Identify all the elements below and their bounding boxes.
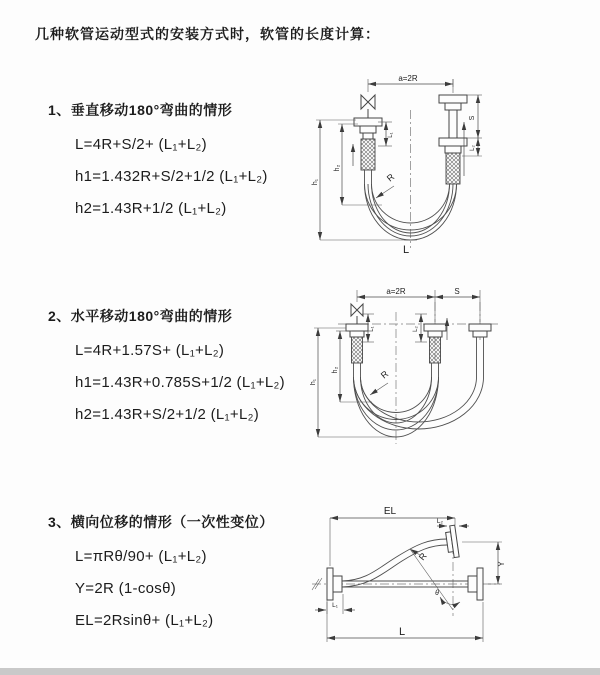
span-label: a=2R — [398, 74, 418, 83]
h2-label: h₂ — [332, 366, 339, 374]
h1-label: h₁ — [312, 178, 319, 186]
section-lateral-displacement — [48, 512, 274, 637]
l2-label: L₂ — [436, 518, 443, 525]
dimension-el — [330, 506, 455, 566]
s-curve-hose-displaced — [342, 539, 447, 587]
scan-edge-strip — [0, 668, 600, 675]
formula-el: EL=2Rsinθ+ (L₁+L₂) — [75, 612, 214, 629]
section-horizontal-movement — [48, 306, 285, 431]
section-3-heading: 3、横向位移的情形（一次性变位） — [48, 514, 274, 530]
theta-label: θ — [435, 590, 439, 597]
dimension-s — [435, 287, 480, 297]
dimension-l2 — [437, 518, 469, 526]
diagram-lateral-displacement — [310, 498, 600, 663]
length-label: L — [398, 626, 406, 638]
l2-label: L₂ — [470, 145, 476, 151]
dimension-a-2r — [368, 74, 453, 92]
middle-fitting — [424, 324, 446, 363]
diagram-vertical-180-bend — [310, 72, 600, 262]
y-label: Y — [497, 561, 506, 567]
formula-l: L=4R+S/2+ (L₁+L₂) — [75, 136, 207, 153]
right-fitting — [439, 79, 467, 184]
radius-label: R — [384, 171, 397, 184]
formula-y: Y=2R (1-cosθ) — [75, 580, 177, 597]
formula-h2: h2=1.43R+1/2 (L₁+L₂) — [75, 200, 227, 217]
length-label: L — [403, 244, 410, 256]
left-fitting — [354, 118, 382, 170]
centerlines — [312, 528, 500, 616]
s-label: S — [469, 115, 476, 121]
hose-u-bend-displaced — [354, 337, 484, 429]
l1-label: L₁ — [388, 132, 394, 138]
dimension-l2 — [470, 138, 478, 156]
formula-h2: h2=1.43R+S/2+1/2 (L₁+L₂) — [75, 406, 260, 423]
radius-callout — [376, 171, 397, 198]
theta-construction — [410, 549, 460, 610]
h2-label: h₂ — [334, 164, 341, 172]
right-flange — [468, 568, 483, 600]
dimension-a-2r — [357, 287, 480, 322]
section-1-formulas — [75, 129, 268, 225]
l2-label: L₂ — [413, 326, 419, 332]
formula-h1: h1=1.43R+0.785S+1/2 (L₁+L₂) — [75, 374, 285, 391]
formula-l: L=πRθ/90+ (L₁+L₂) — [75, 548, 207, 565]
el-label: EL — [383, 506, 397, 517]
section-1-heading: 1、垂直移动180°弯曲的情形 — [48, 102, 233, 118]
section-2-formulas — [75, 335, 285, 431]
formula-h1: h1=1.432R+S/2+1/2 (L₁+L₂) — [75, 168, 268, 185]
section-vertical-movement — [48, 100, 268, 225]
radius-label: R — [416, 550, 429, 563]
radius-callout — [370, 368, 391, 395]
span-label: a=2R — [386, 287, 406, 296]
radius-label: R — [378, 368, 391, 381]
length-label-group — [403, 240, 417, 256]
formula-l: L=4R+1.57S+ (L₁+L₂) — [75, 342, 225, 359]
l1-label: L₁ — [369, 326, 375, 332]
page-title: 几种软管运动型式的安装方式时，软管的长度计算： — [35, 26, 380, 42]
dimension-l1 — [315, 594, 355, 614]
upper-flange — [445, 525, 459, 558]
section-2-heading: 2、水平移动180°弯曲的情形 — [48, 308, 233, 324]
l1-label: L₁ — [332, 602, 338, 609]
valve-icon — [361, 95, 375, 118]
dimension-l — [327, 602, 483, 642]
h1-label: h₁ — [310, 378, 317, 386]
left-fitting — [346, 324, 368, 363]
left-flange — [327, 568, 342, 600]
s-label: S — [454, 287, 460, 296]
right-fitting — [469, 324, 491, 337]
valve-icon — [351, 304, 363, 324]
diagram-horizontal-180-bend — [310, 282, 600, 462]
section-3-formulas — [75, 541, 274, 637]
